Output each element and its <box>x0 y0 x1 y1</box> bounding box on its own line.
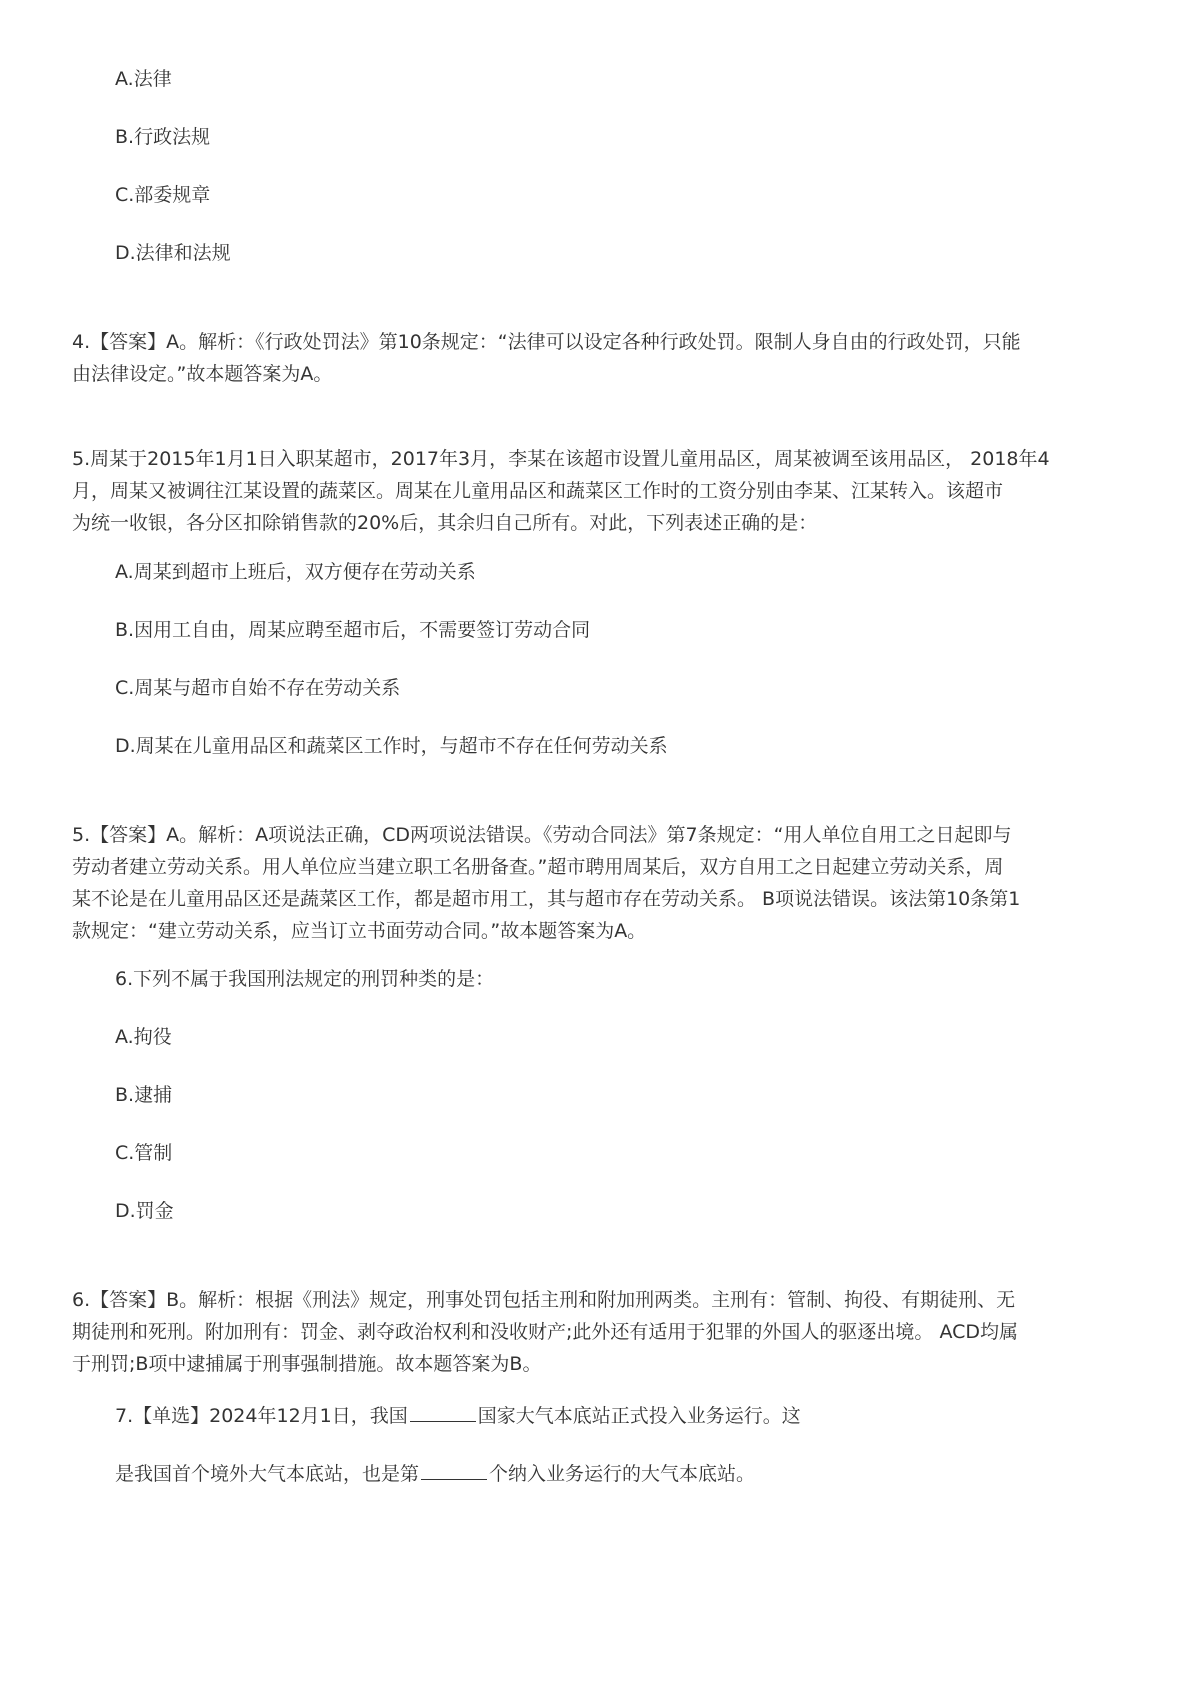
q7-text: 个纳入业务运行的大气本底站。 <box>489 1463 756 1485</box>
question-5-line: 5.周某于2015年1月1日入职某超市，2017年3月，李某在该超市设置儿童用品区，周某被调至该用品区， 2018年4 <box>72 448 1050 470</box>
q7-text: 是我国首个境外大气本底站，也是第 <box>115 1463 420 1485</box>
answer-5-line: 某不论是在儿童用品区还是蔬菜区工作，都是超市用工，其与超市存在劳动关系。 B项说法错误。该法第10条第1 <box>72 888 1021 910</box>
answer-6-line: 于刑罚;B项中逮捕属于刑事强制措施。故本题答案为B。 <box>72 1353 542 1375</box>
question-6: 6.下列不属于我国刑法规定的刑罚种类的是： <box>115 968 495 990</box>
q6-option-b: B.逮捕 <box>115 1084 173 1106</box>
answer-4-line: 4.【答案】A。解析：《行政处罚法》第10条规定：“法律可以设定各种行政处罚。限制人身自由的行政处罚，只能 <box>72 331 1021 353</box>
answer-5-line: 款规定：“建立劳动关系，应当订立书面劳动合同。”故本题答案为A。 <box>72 920 647 942</box>
q6-option-c: C.管制 <box>115 1142 173 1164</box>
q3-option-a: A.法律 <box>115 68 172 90</box>
question-5 <box>72 443 1132 539</box>
question-5-line: 为统一收银，各分区扣除销售款的20%后，其余归自己所有。对此，下列表述正确的是： <box>72 512 818 534</box>
q7-text: 国家大气本底站正式投入业务运行。这 <box>477 1405 801 1427</box>
q5-option-d: D.周某在儿童用品区和蔬菜区工作时，与超市不存在任何劳动关系 <box>115 735 668 757</box>
answer-6-line: 期徒刑和死刑。附加刑有：罚金、剥夺政治权利和没收财产;此外还有适用于犯罪的外国人的驱逐出境。 ACD均属 <box>72 1321 1019 1343</box>
q7-text: 7.【单选】2024年12月1日，我国 <box>115 1405 408 1427</box>
q5-option-b: B.因用工自由，周某应聘至超市后，不需要签订劳动合同 <box>115 619 591 641</box>
q3-option-c: C.部委规章 <box>115 184 211 206</box>
q6-option-d: D.罚金 <box>115 1200 174 1222</box>
answer-5-line: 5.【答案】A。解析：A项说法正确，CD两项说法错误。《劳动合同法》第7条规定：“用人单位自用工之日起即与 <box>72 824 1012 846</box>
answer-5-line: 劳动者建立劳动关系。用人单位应当建立职工名册备查。”超市聘用周某后，双方自用工之日起建立劳动关系，周 <box>72 856 1004 878</box>
answer-6 <box>72 1284 1132 1380</box>
q3-option-d: D.法律和法规 <box>115 242 231 264</box>
fill-in-blank <box>410 1403 476 1422</box>
q5-option-c: C.周某与超市自始不存在劳动关系 <box>115 677 401 699</box>
answer-5 <box>72 819 1132 947</box>
question-7-line-1 <box>115 1401 801 1431</box>
answer-4-line: 由法律设定。”故本题答案为A。 <box>72 363 333 385</box>
question-7-line-2 <box>115 1459 755 1489</box>
q6-option-a: A.拘役 <box>115 1026 172 1048</box>
answer-6-line: 6.【答案】B。解析：根据《刑法》规定，刑事处罚包括主刑和附加刑两类。主刑有：管制、拘役、有期徒刑、无 <box>72 1289 1016 1311</box>
fill-in-blank <box>421 1461 487 1480</box>
q5-option-a: A.周某到超市上班后，双方便存在劳动关系 <box>115 561 476 583</box>
answer-4 <box>72 326 1132 390</box>
question-5-line: 月，周某又被调往江某设置的蔬菜区。周某在儿童用品区和蔬菜区工作时的工资分别由李某、江某转入。该超市 <box>72 480 1004 502</box>
q3-option-b: B.行政法规 <box>115 126 211 148</box>
